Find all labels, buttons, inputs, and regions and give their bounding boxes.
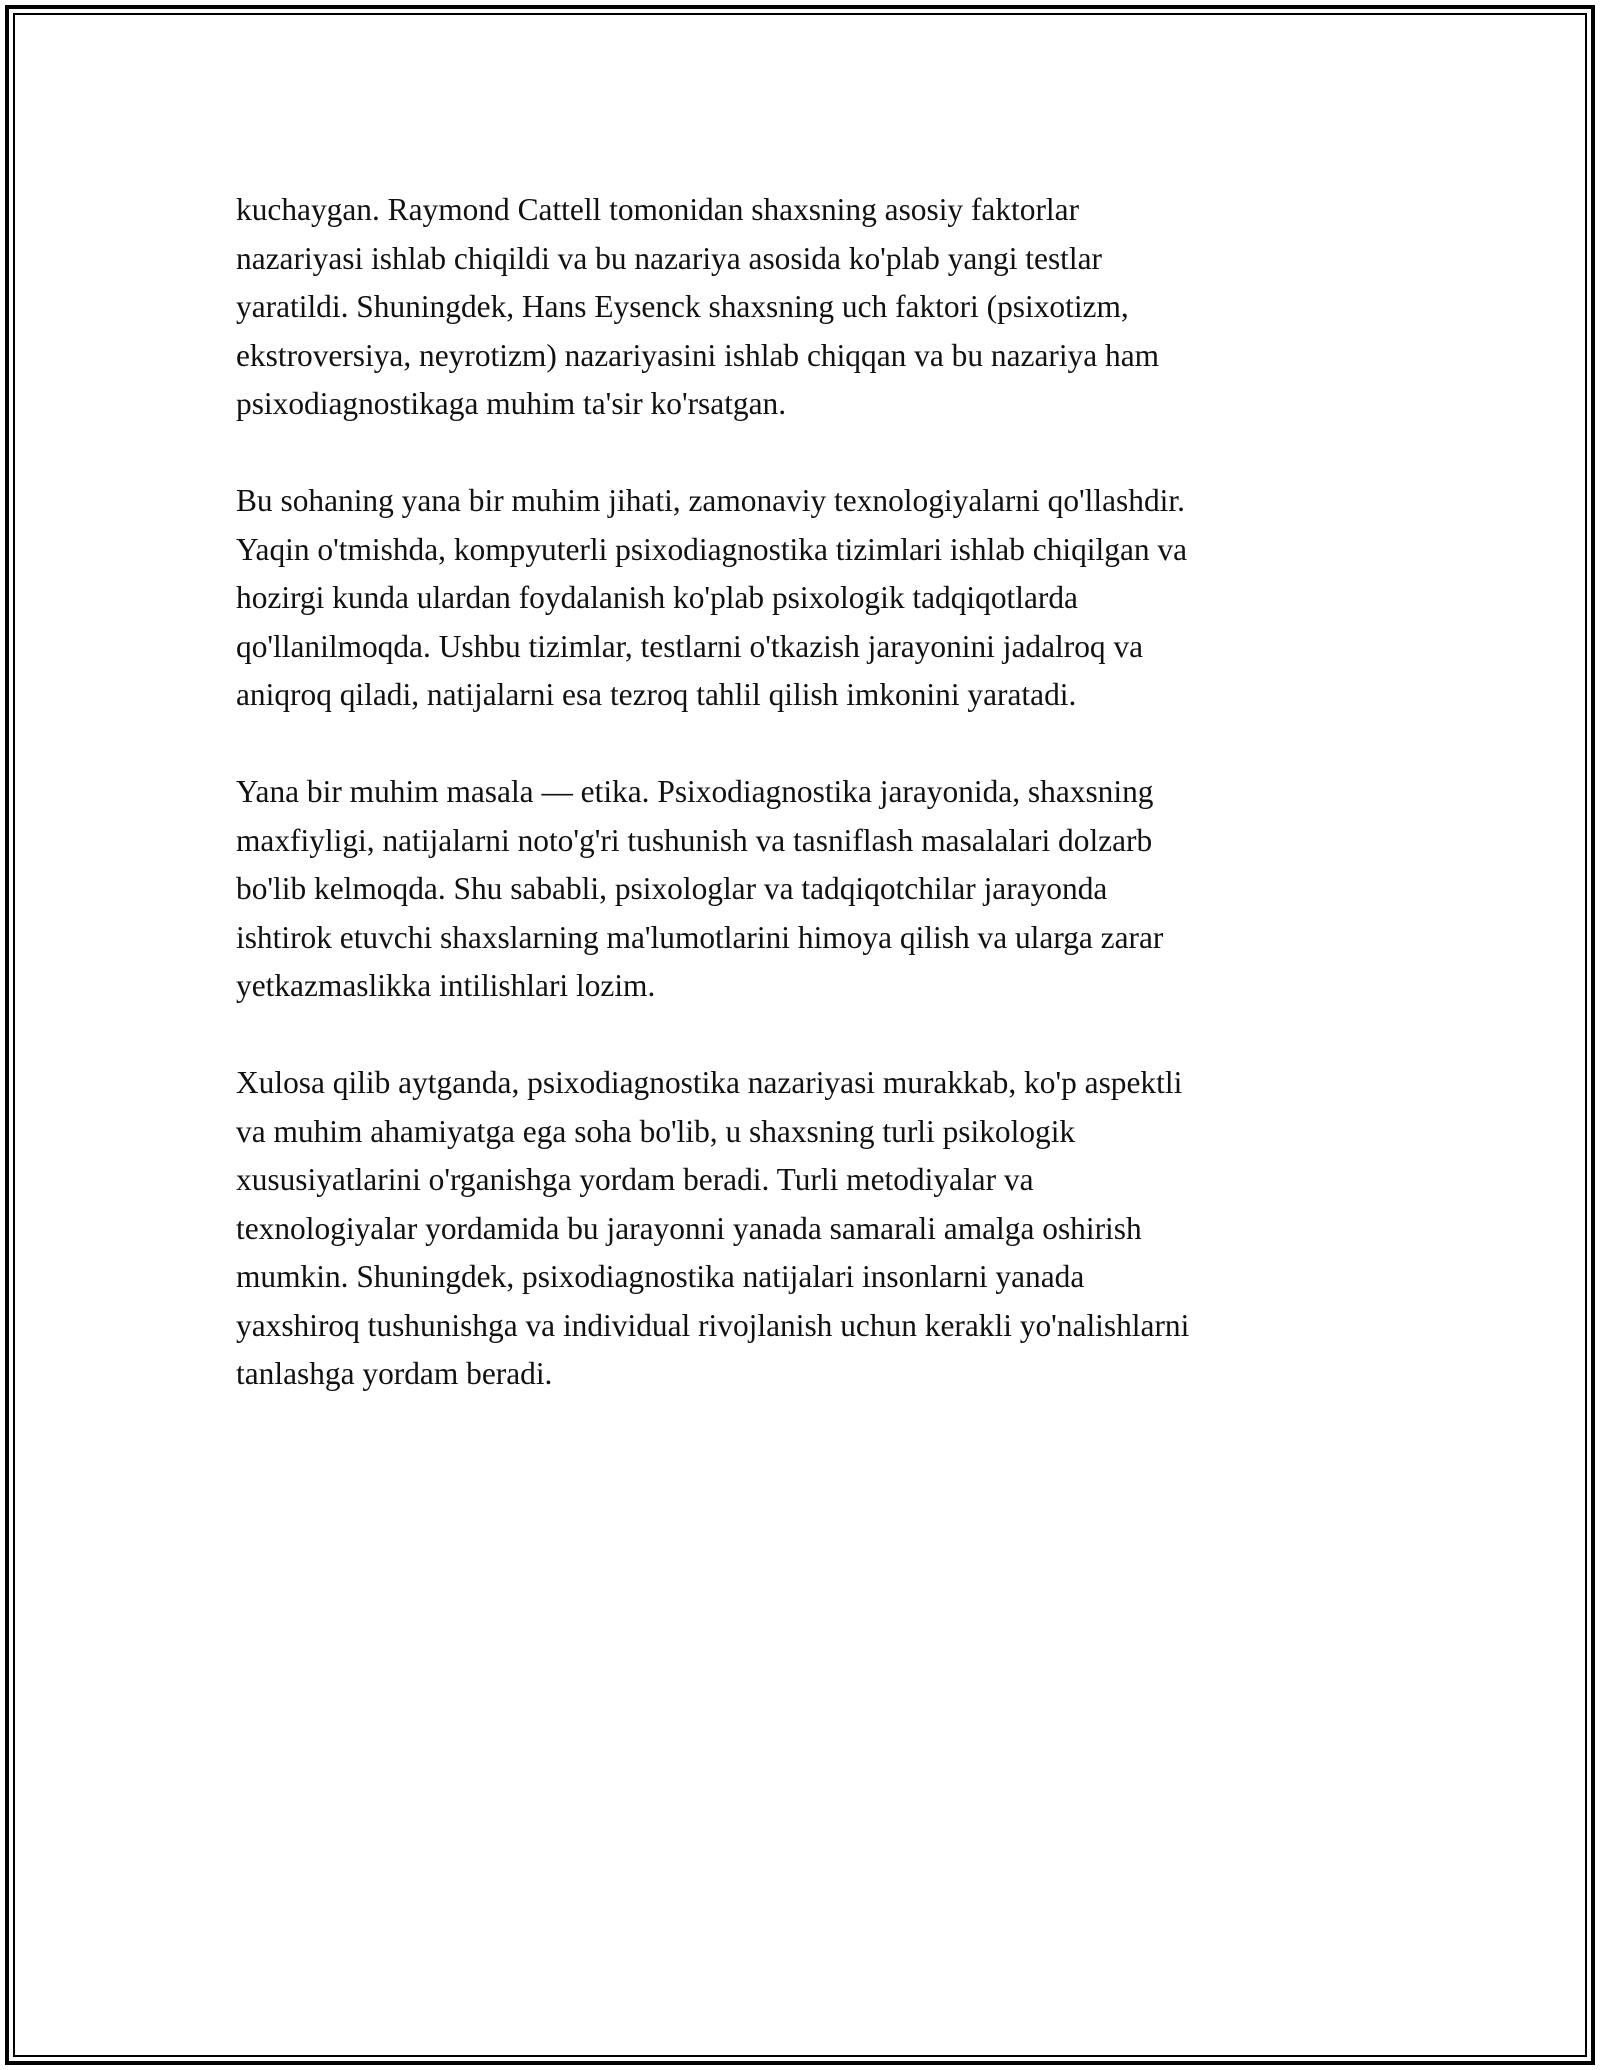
paragraph-1: kuchaygan. Raymond Cattell tomonidan shaxsning asosiy faktorlar nazariyasi ishlab chiqildi va bu nazariya asosida ko'plab yangi testlar yaratildi. Shuningdek, Hans Eysenck shaxsning uch faktori (psixotizm, ekstroversiya, neyrotizm) nazariyasini ishlab chiqqan va bu nazariya ham psixodiagnostikaga muhim ta'sir ko'rsatgan. xyxy=(236,192,1160,421)
document-body xyxy=(236,186,1366,1447)
paragraph-3: Yana bir muhim masala — etika. Psixodiagnostika jarayonida, shaxsning maxfiyligi, natijalarni noto'g'ri tushunish va tasniflash masalalari dolzarb bo'lib kelmoqda. Shu sababli, psixologlar va tadqiqotchilar jarayonda ishtirok etuvchi shaxslarning ma'lumotlarini himoya qilish va ularga zarar yetkazmaslikka intilishlari lozim. xyxy=(236,774,1164,1003)
paragraph-4: Xulosa qilib aytganda, psixodiagnostika nazariyasi murakkab, ko'p aspektli va muhim ahamiyatga ega soha bo'lib, u shaxsning turli psikologik xususiyatlarini o'rganishga yordam beradi. Turli metodiyalar va texnologiyalar yordamida bu jarayonni yanada samarali amalga oshirish mumkin. Shuningdek, psixodiagnostika natijalari insonlarni yanada yaxshiroq tushunishga va individual rivojlanish uchun kerakli yo'nalishlarni tanlashga yordam beradi. xyxy=(236,1065,1190,1391)
paragraph-2: Bu sohaning yana bir muhim jihati, zamonaviy texnologiyalarni qo'llashdir. Yaqin o'tmishda, kompyuterli psixodiagnostika tizimlari ishlab chiqilgan va hozirgi kunda ulardan foydalanish ko'plab psixologik tadqiqotlarda qo'llanilmoqda. Ushbu tizimlar, testlarni o'tkazish jarayonini jadalroq va aniqroq qiladi, natijalarni esa tezroq tahlil qilish imkonini yaratadi. xyxy=(236,483,1188,712)
